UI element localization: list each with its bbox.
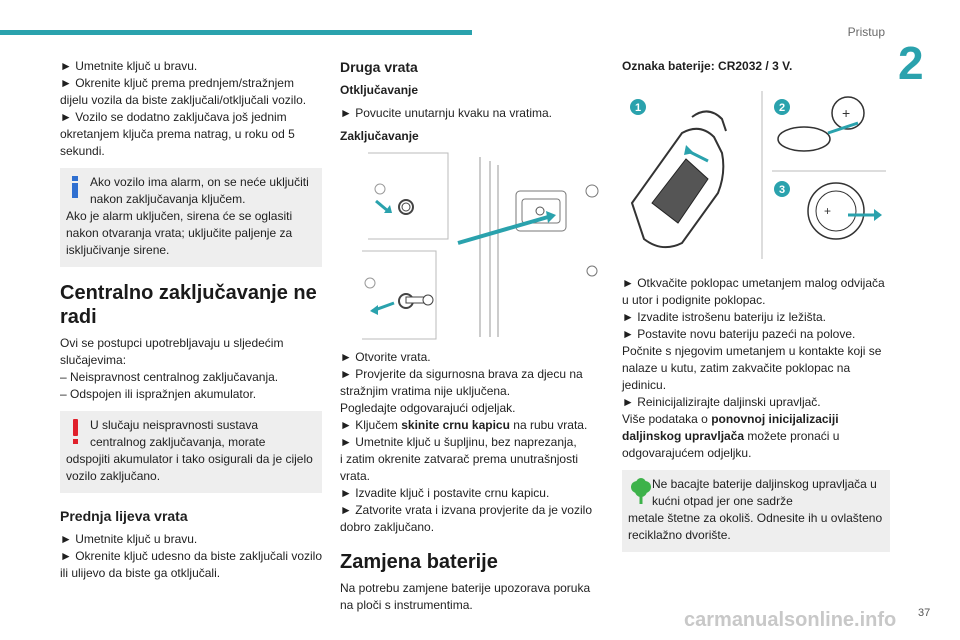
- door-edge-panel: [458, 157, 598, 337]
- svg-text:+: +: [842, 105, 851, 121]
- section-title: Pristup: [847, 25, 885, 39]
- battery-step-3: ► Postavite novu bateriju pazeći na polove.: [622, 326, 890, 343]
- lock-step-see-section: Pogledajte odgovarajući odjeljak.: [340, 401, 516, 415]
- info-text-2: Ako je alarm uključen, sirena će se oglasiti nakon otvaranja vrata; uključite paljenje za isključivanje sirene.: [66, 209, 293, 257]
- step-insert-key: ► Umetnite ključ u bravu.: [60, 58, 322, 75]
- lock-step-remove-cap: [340, 417, 606, 434]
- battery-step-1: ► Otkvačite poklopac umetanjem malog odvijača u utor i podignite poklopac.: [622, 275, 890, 309]
- key-insert-panel: [362, 251, 436, 339]
- warning-text-2: odspojiti akumulator i tako osigurali da je cijelo vozilo zaključano.: [66, 452, 313, 483]
- info-box-alarm: [60, 168, 322, 267]
- lock-step-remove-cap-c: na rubu vrata.: [509, 418, 588, 432]
- step-1-number: 1: [634, 102, 642, 114]
- lock-step-remove-cap-a: Ključem: [355, 418, 402, 432]
- heading-battery-replacement: Zamjena baterije: [340, 551, 498, 573]
- info-icon: [68, 176, 82, 198]
- step-1-open-cover: [630, 99, 726, 247]
- step-3-number: 3: [778, 184, 786, 196]
- heading-other-doors: Druga vrata: [340, 59, 418, 75]
- door-lock-illustration: [340, 151, 606, 341]
- heading-central-locking: Centralno zaključavanje ne radi: [60, 282, 317, 328]
- lock-step-check: ► Zatvorite vrata i izvana provjerite da je vozilo dobro zaključano.: [340, 502, 606, 536]
- battery-type-label: Oznaka baterije: CR2032 / 3 V.: [622, 59, 793, 73]
- step-turn-key: ► Okrenite ključ prema prednjem/stražnjem dijelu vozila da biste zaključali/otključali vozilo.: [60, 75, 322, 109]
- battery-intro: Na potrebu zamjene baterije upozorava poruka na ploči s instrumentima.: [340, 581, 591, 612]
- column-1: [60, 58, 322, 582]
- front-step-2: ► Okrenite ključ udesno da biste zaključali vozilo ili ulijevo da biste ga otključali.: [60, 548, 322, 582]
- lock-step-child-lock: ► Provjerite da sigurnosna brava za djecu na stražnjim vratima nije uključena.: [340, 366, 606, 400]
- page-number: 37: [918, 607, 931, 619]
- heading-unlocking: Otključavanje: [340, 83, 419, 97]
- svg-text:+: +: [824, 204, 832, 218]
- unlock-step: ► Povucite unutarnju kvaku na vratima.: [340, 105, 606, 122]
- battery-more-info-a: Više podataka o: [622, 412, 712, 426]
- step-3-insert-battery: [774, 181, 882, 239]
- battery-more-info-c: možete pronaći u odgovarajućem odjeljku.: [622, 429, 840, 460]
- info-text-1: Ako vozilo ima alarm, on se neće uključiti nakon zaključavanja ključem.: [90, 175, 309, 206]
- heading-front-left-door: Prednja lijeva vrata: [60, 508, 188, 524]
- warning-icon: [68, 419, 82, 445]
- battery-step-4: Počnite s njegovim umetanjem u kontakte koji se nalaze u kutu, zatim zakvačite poklopac na jedinicu.: [622, 344, 882, 392]
- chapter-number: 2: [898, 37, 924, 89]
- warning-text-1: U slučaju neispravnosti sustava centralnog zaključavanja, morate: [90, 418, 266, 449]
- battery-step-5: ► Reinicijalizirajte daljinski upravljač.: [622, 394, 890, 411]
- step-2-remove-battery: [774, 97, 864, 151]
- central-case-2: – Odspojen ili ispražnjen akumulator.: [60, 387, 257, 401]
- front-step-1: ► Umetnite ključ u bravu.: [60, 531, 322, 548]
- cap-removal-panel: [368, 153, 448, 239]
- lock-step-turn: i zatim okrenite zatvarač prema unutrašnjosti vrata.: [340, 452, 579, 483]
- central-intro: Ovi se postupci upotrebljavaju u sljedećim slučajevima:: [60, 336, 284, 367]
- step-2-number: 2: [778, 102, 786, 114]
- heading-locking: Zaključavanje: [340, 129, 419, 143]
- eco-tree-icon: [630, 478, 652, 504]
- warning-box: [60, 411, 322, 493]
- battery-more-info: [622, 411, 890, 462]
- column-3: [622, 58, 890, 552]
- eco-text-1: Ne bacajte baterije daljinskog upravljača u kućni otpad jer one sadrže: [652, 477, 877, 508]
- header-accent-bar: [0, 30, 472, 35]
- step-deadlock: ► Vozilo se dodatno zaključava još jednim okretanjem ključa prema natrag, u roku od 5 sekundi.: [60, 109, 322, 160]
- eco-text-2: metale štetne za okoliš. Odnesite ih u ovlašteno reciklažno dvorište.: [628, 511, 883, 542]
- battery-replacement-illustration: [622, 83, 890, 259]
- lock-step-remove-cap-b: skinite crnu kapicu: [401, 418, 510, 432]
- battery-more-info-b: ponovnoj inicijalizaciji daljinskog upravljača: [622, 412, 839, 443]
- lock-step-open-door: ► Otvorite vrata.: [340, 349, 606, 366]
- column-2: [340, 58, 606, 614]
- eco-box: [622, 470, 890, 552]
- central-case-1: – Neispravnost centralnog zaključavanja.: [60, 370, 279, 384]
- battery-step-2: ► Izvadite istrošenu bateriju iz ležišta.: [622, 309, 890, 326]
- lock-step-insert-key: ► Umetnite ključ u šupljinu, bez naprezanja,: [340, 434, 606, 451]
- watermark-text: carmanualsonline.info: [684, 609, 897, 631]
- lock-step-refit-cap: ► Izvadite ključ i postavite crnu kapicu.: [340, 485, 606, 502]
